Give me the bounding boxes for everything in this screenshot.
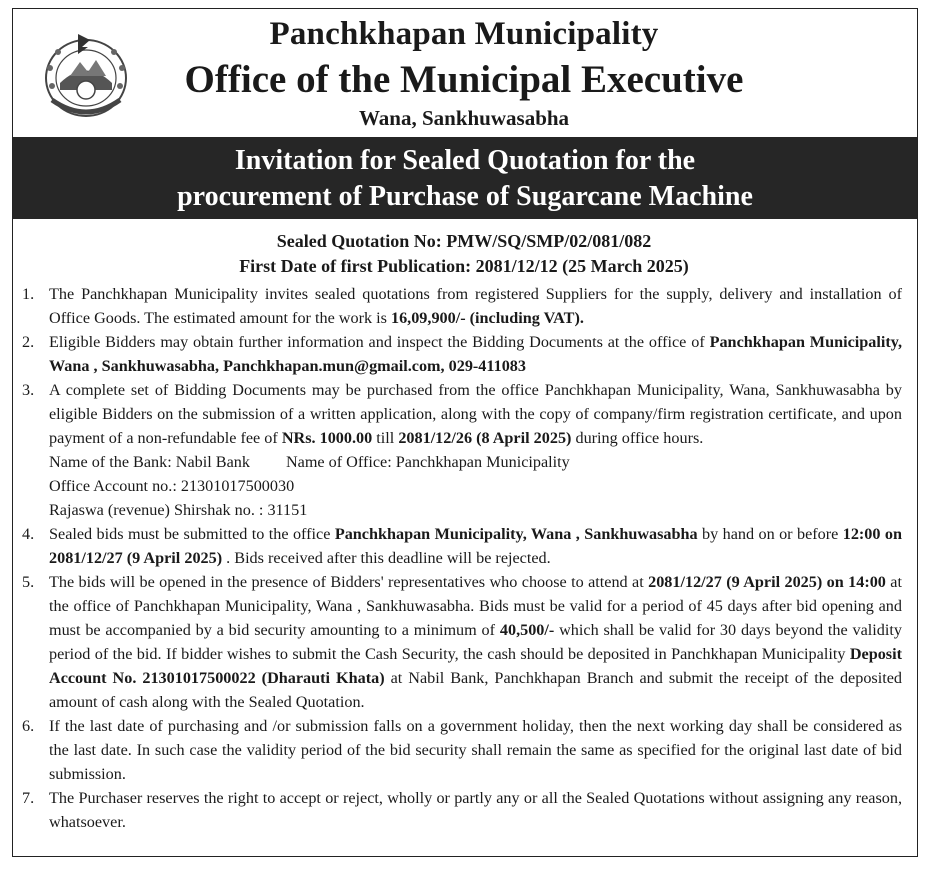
contact-details: Panchkhapan Municipality, Wana , Sankhuwasabha, Panchkhapan.mun@gmail.com, 029-411083: [49, 333, 902, 375]
submission-deadline: 12:00 on 2081/12/27 (9 April 2025): [49, 525, 903, 567]
deposit-account: Deposit Account No. 21301017500022 (Dharauti Khata): [49, 645, 902, 687]
estimated-amount: 16,09,900/- (including VAT).: [390, 309, 584, 327]
banner-line-2: procurement of Purchase of Sugarcane Machine: [177, 181, 753, 212]
item-text: A complete set of Bidding Documents may be purchased from the office Panchkhapan Municipality, Wana, Sankhuwasabha by eligible Bidders on the submission of a written application, along with the copy of company/firm registration certificate, and upon payment of a non-refundable fee of: [49, 381, 902, 447]
item-number: 2.: [22, 333, 35, 351]
item-text: at Nabil Bank, Panchkhapan Branch and submit the receipt of the deposited amount of cash along with the Sealed Quotation.: [49, 669, 902, 711]
item-text: Sealed bids must be submitted to the office: [49, 525, 335, 543]
bank-name: Name of the Bank: Nabil Bank: [49, 453, 250, 471]
quotation-number: Sealed Quotation No: PMW/SQ/SMP/02/081/082: [276, 231, 652, 251]
item-number: 5.: [22, 573, 35, 591]
list-item: [22, 378, 902, 450]
bid-security-amount: 40,500/-: [499, 621, 555, 639]
opening-date: 2081/12/27 (9 April 2025) on 14:00: [648, 573, 886, 591]
item-number: 3.: [22, 381, 35, 399]
item-number: 1.: [22, 285, 35, 303]
item-number: 4.: [22, 525, 35, 543]
item-text: The bids will be opened in the presence of Bidders' representatives who choose to attend at: [49, 573, 649, 591]
list-item: [22, 330, 902, 378]
office-address: Wana, Sankhuwasabha: [358, 106, 570, 130]
item-text: If the last date of purchasing and /or submission falls on a government holiday, then the next working day shall be considered as the last date. In such case the validity period of the bid security shall remain the same as specified for the original last date of bid submission.: [49, 717, 902, 783]
item-number: 6.: [22, 717, 35, 735]
item-text: at the office of Panchkhapan Municipality, Wana , Sankhuwasabha. Bids must be valid for a period of 45 days after bid opening and must be accompanied by a bid security amounting to a minimum of: [49, 573, 902, 639]
office-title: Office of the Municipal Executive: [184, 58, 744, 101]
submission-office: Panchkhapan Municipality, Wana , Sankhuwasabha: [334, 525, 698, 543]
item-text: The Purchaser reserves the right to accept or reject, wholly or partly any or all the Sealed Quotations without assigning any reason, whatsoever.: [49, 789, 902, 831]
item-text: till: [372, 429, 399, 447]
item-text: by hand on or before: [697, 525, 843, 543]
item-number: 7.: [22, 789, 35, 807]
list-item: [22, 522, 902, 570]
first-publication-date: First Date of first Publication: 2081/12/12 (25 March 2025): [239, 256, 689, 276]
banner-line-1: Invitation for Sealed Quotation for the: [234, 145, 696, 176]
list-item: [22, 282, 902, 330]
list-item: [22, 786, 902, 834]
item-text: Eligible Bidders may obtain further information and inspect the Bidding Documents at the office of: [49, 333, 710, 351]
municipality-name: Panchkhapan Municipality: [269, 16, 659, 52]
notice-title-banner: [13, 137, 917, 219]
item-text: The Panchkhapan Municipality invites sealed quotations from registered Suppliers for the supply, delivery and installation of Office Goods. The estimated amount for the work is: [49, 285, 902, 327]
notice-items: [22, 282, 902, 834]
list-item: [22, 570, 902, 714]
item-text: . Bids received after this deadline will be rejected.: [222, 549, 551, 567]
item-text: which shall be valid for 30 days beyond the validity period of the bid. If bidder wishes to submit the Cash Security, the cash should be deposited in Panchkhapan Municipality: [49, 621, 902, 663]
office-account: Office Account no.: 21301017500030: [49, 477, 295, 495]
bank-details: [22, 450, 902, 522]
revenue-code: Rajaswa (revenue) Shirshak no. : 31151: [49, 501, 308, 519]
document-fee: NRs. 1000.00: [281, 429, 373, 447]
reference-block: [0, 229, 928, 279]
item-text: during office hours.: [571, 429, 704, 447]
purchase-deadline: 2081/12/26 (8 April 2025): [398, 429, 572, 447]
list-item: [22, 714, 902, 786]
office-name: Name of Office: Panchkhapan Municipality: [285, 453, 570, 471]
